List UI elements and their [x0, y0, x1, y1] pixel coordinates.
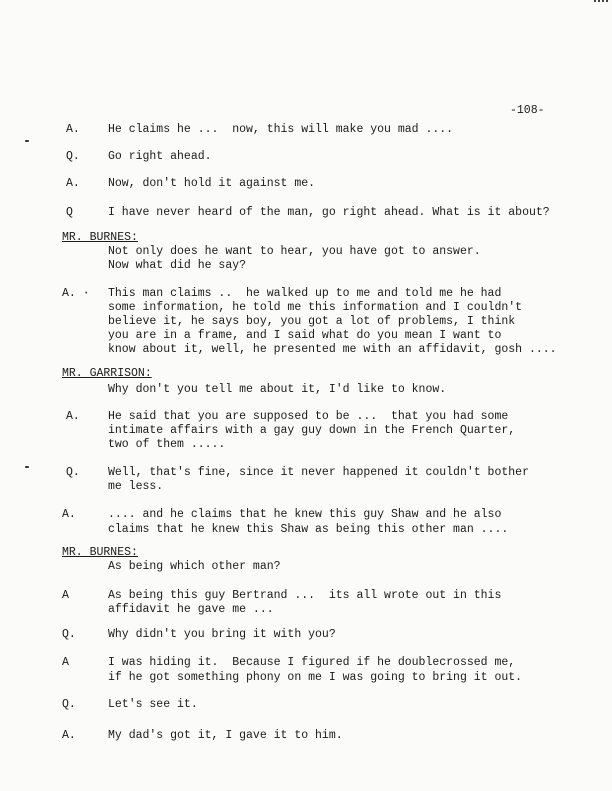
line-label: A.: [66, 177, 80, 190]
entry-text: As being which other man?: [108, 560, 281, 573]
page-number: -108-: [510, 104, 545, 117]
entry-text: some information, he told me this information and I couldn't: [108, 301, 523, 314]
entry-text: Why didn't you bring it with you?: [108, 628, 336, 641]
line-label: A. ·: [62, 287, 90, 300]
entry-text: if he got something phony on me I was going to bring it out.: [108, 671, 523, 684]
entry-text: claims that he knew this Shaw as being this other man ....: [108, 523, 509, 536]
line-label: A.: [66, 123, 80, 136]
line-label: A: [62, 656, 69, 669]
line-label: A.: [62, 729, 76, 742]
line-label: Q.: [62, 698, 76, 711]
entry-text: .... and he claims that he knew this guy Shaw and he also: [108, 508, 502, 521]
line-label: Q.: [62, 628, 76, 641]
line-label: Q.: [66, 150, 80, 163]
entry-text: I have never heard of the man, go right ahead. What is it about?: [108, 206, 550, 219]
entry-text: I was hiding it. Because I figured if he doublecrossed me,: [108, 656, 516, 669]
speaker-heading: MR. GARRISON:: [62, 367, 152, 380]
line-label: A.: [66, 410, 80, 423]
entry-text: affidavit he gave me ...: [108, 603, 274, 616]
entry-text: Go right ahead.: [108, 150, 212, 163]
margin-mark: [25, 140, 29, 142]
entry-text: know about it, well, he presented me with an affidavit, gosh ....: [108, 343, 557, 356]
entry-text: intimate affairs with a gay guy down in the French Quarter,: [108, 424, 516, 437]
entry-text: Let's see it.: [108, 698, 198, 711]
entry-text: Well, that's fine, since it never happened it couldn't bother: [108, 466, 529, 479]
line-label: Q.: [66, 466, 80, 479]
entry-text: This man claims .. he walked up to me and told me he had: [108, 287, 502, 300]
entry-text: you are in a frame, and I said what do you mean I want to: [108, 329, 502, 342]
entry-text: Now, don't hold it against me.: [108, 177, 316, 190]
entry-text: two of them .....: [108, 438, 226, 451]
entry-text: He claims he ... now, this will make you mad ....: [108, 123, 454, 136]
line-label: A.: [62, 508, 76, 521]
entry-text: My dad's got it, I gave it to him.: [108, 729, 343, 742]
entry-text: He said that you are supposed to be ... that you had some: [108, 410, 509, 423]
entry-text: believe it, he says boy, you got a lot of problems, I think: [108, 315, 516, 328]
line-label: Q: [66, 206, 73, 219]
entry-text: Why don't you tell me about it, I'd like to know.: [108, 383, 447, 396]
entry-text: Not only does he want to hear, you have got to answer.: [108, 245, 481, 258]
line-label: A: [62, 589, 69, 602]
entry-text: Now what did he say?: [108, 259, 247, 272]
corner-mark: [594, 0, 608, 8]
margin-mark: [25, 466, 29, 468]
speaker-heading: MR. BURNES:: [62, 546, 138, 559]
entry-text: me less.: [108, 480, 164, 493]
entry-text: As being this guy Bertrand ... its all wrote out in this: [108, 589, 502, 602]
speaker-heading: MR. BURNES:: [62, 231, 138, 244]
